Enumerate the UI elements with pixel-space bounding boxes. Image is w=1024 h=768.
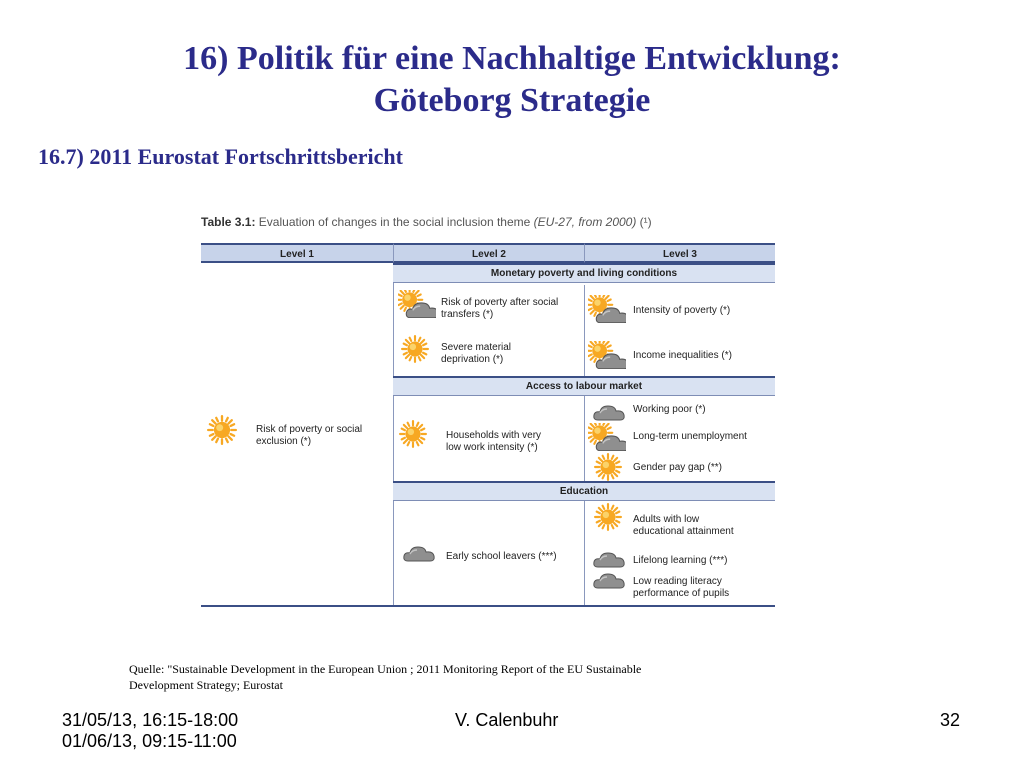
sun-cloud-icon xyxy=(588,341,626,369)
table-caption-scope: (EU-27, from 2000) xyxy=(533,215,637,229)
column-divider xyxy=(584,285,585,376)
level1-indicator: Risk of poverty or social exclusion (*) xyxy=(256,424,363,447)
sun-cloud-icon xyxy=(398,290,436,318)
indicator-early-school-leavers: Early school leavers (***) xyxy=(446,551,557,562)
indicator-long-term-unemployment: Long-term unemployment xyxy=(633,431,747,442)
cloud-icon xyxy=(591,566,627,592)
sun-cloud-icon xyxy=(588,295,626,323)
table-caption-label: Table 3.1: xyxy=(201,215,256,229)
footer-author: V. Calenbuhr xyxy=(455,710,559,730)
column-divider xyxy=(584,396,585,481)
slide-title-line2: Göteborg Strategie xyxy=(373,82,651,119)
table-caption-note: (¹) xyxy=(636,215,652,229)
slide-title xyxy=(0,38,1024,122)
slide-subtitle: 16.7) 2011 Eurostat Fortschrittsbericht xyxy=(38,144,403,169)
footer-date-2: 01/06/13, 09:15-11:00 xyxy=(62,731,237,751)
indicator-intensity-of-poverty: Intensity of poverty (*) xyxy=(633,305,731,316)
section-monetary-poverty: Monetary poverty and living conditions xyxy=(393,263,775,283)
indicator-adults-low-education: Adults with low educational attainment xyxy=(633,514,734,537)
source-citation: Quelle: "Sustainable Development in the European Union ; 2011 Monitoring Report of the EU Sustainable Development Strategy; Eurostat xyxy=(129,662,642,692)
indicator-severe-material-deprivation: Severe material deprivation (*) xyxy=(441,342,512,365)
indicator-working-poor: Working poor (*) xyxy=(633,404,706,415)
evaluation-table xyxy=(201,243,775,607)
cloud-icon xyxy=(401,539,437,565)
section-labour-market: Access to labour market xyxy=(393,376,775,396)
sun-icon xyxy=(207,415,237,445)
header-level-1: Level 1 xyxy=(201,243,393,263)
sun-icon xyxy=(594,453,622,481)
indicator-income-inequalities: Income inequalities (*) xyxy=(633,350,732,361)
section-education: Education xyxy=(393,481,775,501)
sun-icon xyxy=(401,335,429,363)
sun-icon xyxy=(399,420,427,448)
indicator-lifelong-learning: Lifelong learning (***) xyxy=(633,555,728,566)
header-level-3: Level 3 xyxy=(584,243,775,263)
column-divider xyxy=(584,501,585,605)
cloud-icon xyxy=(591,398,627,424)
table-caption-text: Evaluation of changes in the social inclusion theme xyxy=(255,215,534,229)
sun-icon xyxy=(594,503,622,531)
sun-cloud-icon xyxy=(588,423,626,451)
header-level-2: Level 2 xyxy=(393,243,584,263)
table-bottom-rule xyxy=(201,605,775,607)
indicator-reading-literacy: Low reading literacy performance of pupils xyxy=(633,576,730,599)
indicator-risk-of-poverty-after-transfers: Risk of poverty after social transfers (*) xyxy=(441,297,559,320)
column-divider xyxy=(393,263,394,605)
indicator-low-work-intensity: Households with very low work intensity (*) xyxy=(446,430,542,453)
page-number: 32 xyxy=(940,710,961,730)
slide-title-line1: 16) Politik für eine Nachhaltige Entwicklung: xyxy=(183,40,841,77)
footer-dates xyxy=(62,710,238,752)
table-caption xyxy=(201,215,652,229)
indicator-gender-pay-gap: Gender pay gap (**) xyxy=(633,462,722,473)
footer-date-1: 31/05/13, 16:15-18:00 xyxy=(62,710,239,730)
